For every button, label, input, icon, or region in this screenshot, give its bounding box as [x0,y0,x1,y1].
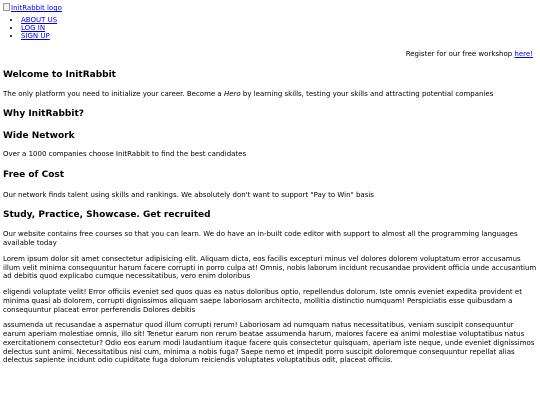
welcome-heading: Welcome to InitRabbit [3,69,116,80]
intro-text-start: The only platform you need to initialize your career. Become a [3,90,224,98]
sign-up-link[interactable]: SIGN UP [21,32,50,40]
main-nav [3,16,537,40]
nav-item-signup [21,32,537,40]
study-heading: Study, Practice, Showcase. Get recruited [3,210,211,220]
broken-image-icon [3,3,10,11]
log-in-link[interactable]: LOG IN [21,24,46,32]
about-us-link[interactable]: ABOUT US [21,16,58,24]
logo-alt-text: InitRabbit logo [11,4,62,12]
intro-text-end: by learning skills, testing your skills and attracting potential companies [240,90,494,98]
lorem-paragraph-1: Lorem ipsum dolor sit amet consectetur adipisicing elit. Aliquam dicta, eos facilis excepturi minus vel dolores dolorem voluptatum error accusamus illum velit minima consequuntur harum facere corrupti in porro culpa at! Omnis, nobis laborum incidunt recusandae provident officia unde accusantium ad debitis quod explicabo cumque necessitatibus, vero enim doloribus [3,254,537,281]
workshop-here-link[interactable]: here! [514,50,533,58]
workshop-text: Register for our free workshop [405,50,515,58]
wide-network-text: Over a 1000 companies choose InitRabbit to find the best candidates [3,150,247,159]
wide-network-heading: Wide Network [3,131,75,141]
nav-item-login [21,24,537,32]
lorem-paragraph-2: eligendi voluptate velit! Error officiis eveniet sed quos quas ea natus doloribus optio, repellendus dolorum. Iste omnis eveniet expedita provident et minima quasi ab dolorem, corrupti dignissimos aliquam saepe laboriosam architecto, mollitia distinctio numquam! Perspiciatis esse quibusdam a consequuntur placeat error perferendis Dolores debitis [3,288,522,314]
lorem-paragraph-3: assumenda ut recusandae a aspernatur quod illum corrupti rerum! Laboriosam ad numquam natus necessitatibus, veniam suscipit consequuntur earum aperiam molestiae omnis, illo sit! Tenetur earum non rerum beatae assumenda harum, maiores facere ea animi molestiae voluptatibus natus exercitationem consectetur? Odio eos earum modi laudantium itaque facere quis consectetur quisquam, aperiam iste neque, unde eveniet dignissimos delectus sunt animi. Necessitatibus nisi cum, minima a nobis fuga? Saepe nemo et impedit porro suscipit doloremque consequuntur repellat alias delectus sapiente incidunt odio cupiditate fuga dolorum reiciendis voluptates voluptatibus odit, placeat officiis. [3,321,535,365]
nav-item-about [21,16,537,24]
intro-paragraph [3,90,537,99]
logo-image-link[interactable] [3,3,537,13]
free-of-cost-text: Our network finds talent using skills and rankings. We absolutely don't want to support "Pay to Win" basis [3,191,374,200]
study-text: Our website contains free courses so that you can learn. We do have an in-built code editor with support to almost all the programming languages available today [3,230,518,247]
workshop-banner [3,50,533,59]
free-of-cost-heading: Free of Cost [3,170,65,180]
intro-hero-emphasis: Hero [223,90,241,98]
why-heading: Why InitRabbit? [3,108,84,119]
